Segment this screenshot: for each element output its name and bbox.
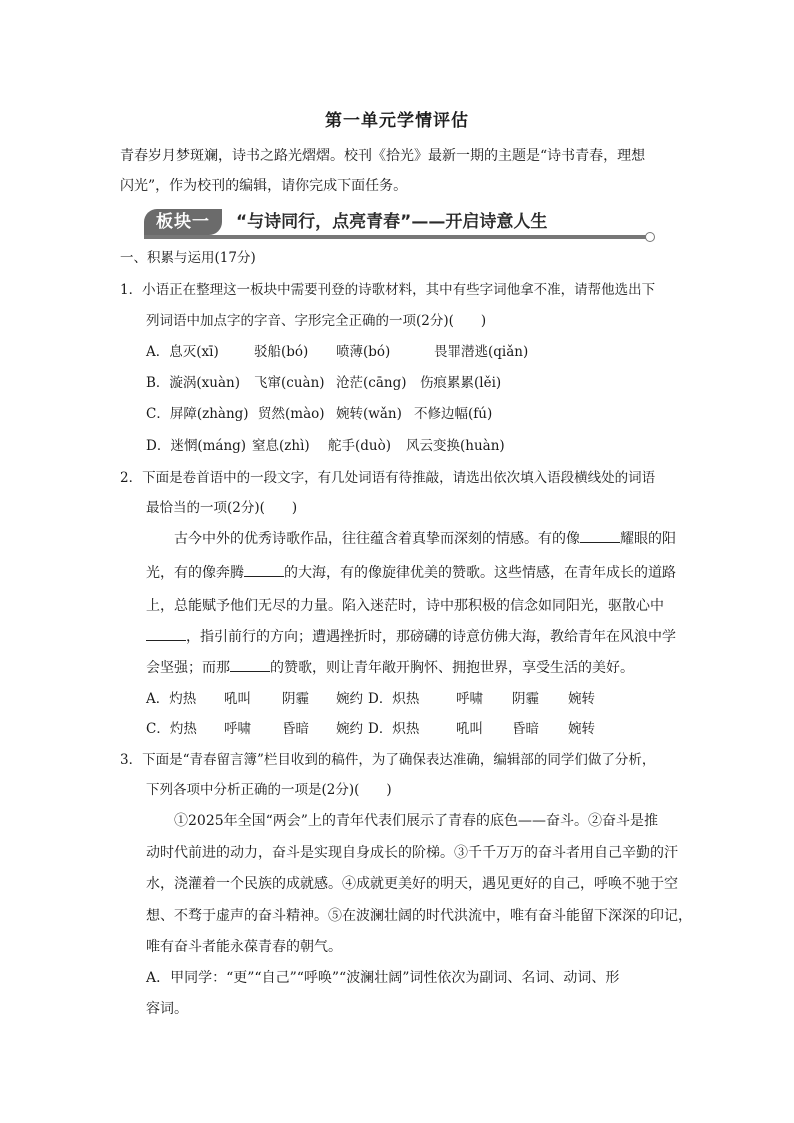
q2-passage-line-5 (146, 657, 634, 679)
fill-blank-1 (580, 528, 620, 543)
q1-option-c-4: 不修边幅(fú) (414, 406, 493, 422)
q1-option-c-1: C．屏障(zhàng) (146, 406, 249, 422)
q2-option-d-first-3: 阴霾 (512, 691, 539, 707)
q3-option-a-line-1: A．甲同学：“更”“自己”“呼唤”“波澜壮阔”词性依次为副词、名词、动词、形 (146, 970, 620, 986)
q2-passage-line-1 (174, 528, 676, 550)
section-banner (118, 209, 658, 239)
q1-option-a-4: 畏罪潜逃(qiǎn) (434, 344, 529, 360)
q2-option-a-1: A．灼热 (146, 691, 197, 707)
q2-option-d-2: 吼叫 (456, 721, 483, 737)
q1-option-d-3: 舵手(duò) (328, 438, 391, 454)
q2-passage-text: 古今中外的优秀诗歌作品，往往蕴含着真挚而深刻的情感。有的像 (174, 531, 580, 547)
banner-title: “与诗同行，点亮青春”——开启诗意人生 (236, 212, 548, 232)
q1-stem-line-1: 1．小语正在整理这一板块中需要刊登的诗歌材料，其中有些字词他拿不准，请帮他选出下 (120, 282, 656, 298)
q2-passage-line-3: 上，总能赋予他们无尽的力量。陷入迷茫时，诗中那积极的信念如同阳光，驱散心中 (146, 598, 664, 614)
q3-passage-line-3: 水，浇灌着一个民族的成就感。④成就更美好的明天，遇见更好的自己，呼唤不驰于空 (146, 876, 678, 892)
q2-stem-line-2: 最恰当的一项(2分)( ) (146, 500, 298, 516)
q3-stem-line-1: 3．下面是“青春留言簿”栏目收到的稿件，为了确保表达准确，编辑部的同学们做了分析， (120, 752, 656, 768)
q1-stem-line-2: 列词语中加点字的字音、字形完全正确的一项(2分)( ) (146, 313, 487, 329)
q2-passage-line-2 (146, 562, 676, 584)
intro-line-2: 闪光”，作为校刊的编辑，请你完成下面任务。 (120, 178, 408, 194)
q3-stem-line-2: 下列各项中分析正确的一项是(2分)( ) (146, 782, 392, 798)
q1-option-d-2: 窒息(zhì) (252, 438, 310, 454)
q2-option-d-1: D．炽热 (368, 721, 420, 737)
q2-passage-text: 光，有的像奔腾 (146, 565, 244, 581)
q2-option-d-first-4: 婉转 (568, 691, 595, 707)
q2-stem-line-1: 2．下面是卷首语中的一段文字，有几处词语有待推敲，请选出依次填入语段横线处的词语 (120, 470, 656, 486)
q1-option-c-3: 婉转(wǎn) (336, 406, 402, 422)
q2-option-d-first-2: 呼啸 (456, 691, 483, 707)
q2-option-c-1: C．灼热 (146, 721, 197, 737)
q1-option-c-2: 贸然(mào) (258, 406, 325, 422)
q1-option-a-3: 喷薄(bó) (336, 344, 391, 360)
banner-underline (144, 235, 648, 239)
q1-option-a-1: A．息灭(xī) (146, 344, 219, 360)
q1-option-a-2: 驳船(bó) (254, 344, 309, 360)
section-heading: 一、积累与运用(17分) (120, 250, 256, 266)
q1-option-b-2: 飞窜(cuàn) (254, 375, 325, 391)
banner-dot-icon (645, 232, 655, 242)
q2-passage-line-4 (146, 626, 676, 648)
q1-option-b-4: 伤痕累累(lěi) (420, 375, 502, 391)
q2-passage-text: 的赞歌，则让青年敞开胸怀、拥抱世界，享受生活的美好。 (270, 660, 634, 676)
q3-passage-line-4: 想、不骛于虚声的奋斗精神。⑤在波澜壮阔的时代洪流中，唯有奋斗能留下深深的印记， (146, 908, 692, 924)
q3-passage-line-1: ①2025年全国“两会”上的青年代表们展示了青春的底色——奋斗。②奋斗是推 (174, 813, 658, 829)
q3-option-a-line-2: 容词。 (146, 1001, 188, 1017)
q3-passage-line-5: 唯有奋斗者能永葆青春的朝气。 (146, 939, 342, 955)
fill-blank-2 (244, 562, 284, 577)
q1-option-b-3: 沧茫(cāng) (336, 375, 407, 391)
q2-passage-text: 会坚强；而那 (146, 660, 230, 676)
q2-passage-text: 的大海，有的像旋律优美的赞歌。这些情感，在青年成长的道路 (284, 565, 676, 581)
q2-passage-text: 耀眼的阳 (620, 531, 676, 547)
intro-line-1: 青春岁月梦斑斓，诗书之路光熠熠。校刊《拾光》最新一期的主题是“诗书青春，理想 (120, 148, 646, 164)
q1-option-b-1: B．漩涡(xuàn) (146, 375, 241, 391)
q1-option-d-1: D．迷惘(máng) (146, 438, 247, 454)
q1-option-d-4: 风云变换(huàn) (406, 438, 505, 454)
q2-option-d-3: 昏暗 (512, 721, 539, 737)
q2-option-c-3: 昏暗 (282, 721, 309, 737)
banner-tag: 板块一 (144, 209, 222, 235)
q2-option-a-2: 吼叫 (224, 691, 251, 707)
q2-option-c-2: 呼啸 (224, 721, 251, 737)
q2-option-d-4: 婉转 (568, 721, 595, 737)
fill-blank-3 (146, 626, 186, 641)
q2-option-a-3: 阴霾 (282, 691, 309, 707)
q2-option-a-4: 婉约 (336, 691, 363, 707)
q2-passage-text: ，指引前行的方向；遭遇挫折时，那磅礴的诗意仿佛大海，教给青年在风浪中学 (186, 629, 676, 645)
q2-option-d-first-1: D．炽热 (368, 691, 420, 707)
q2-option-c-4: 婉约 (336, 721, 363, 737)
q3-passage-line-2: 动时代前进的动力，奋斗是实现自身成长的阶梯。③千千万万的奋斗者用自己辛勤的汗 (146, 845, 678, 861)
fill-blank-4 (230, 657, 270, 672)
page-title: 第一单元学情评估 (325, 111, 469, 131)
